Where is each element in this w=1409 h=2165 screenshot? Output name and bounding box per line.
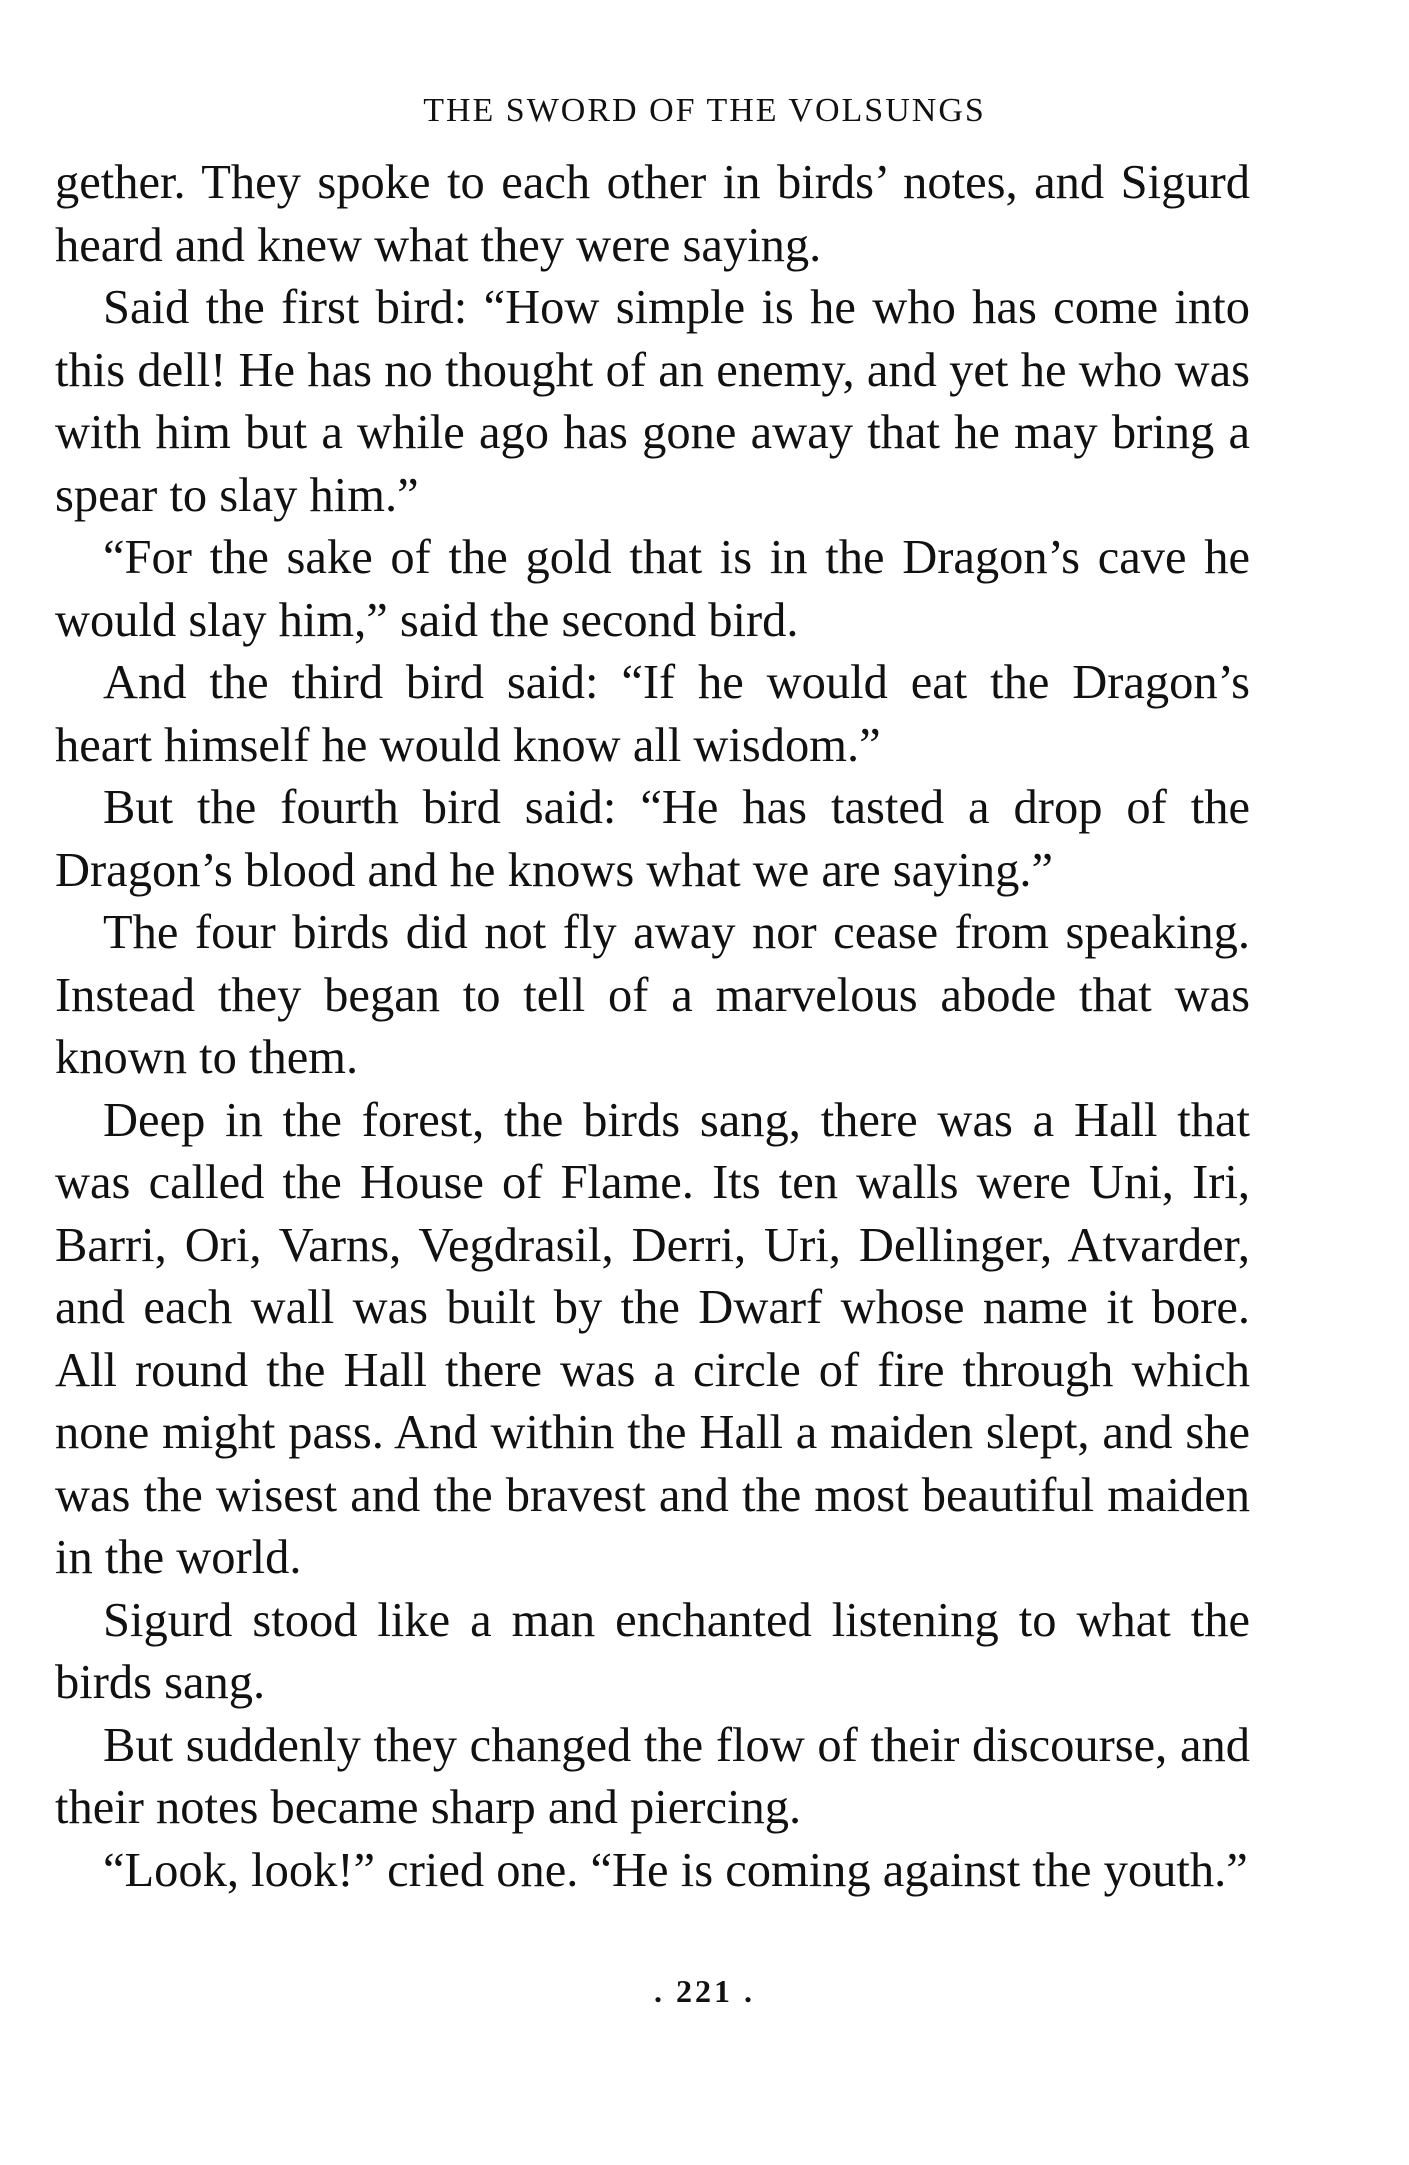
paragraph-2: Said the first bird: “How simple is he who has come into this dell! He has no thought of an enemy, and yet he who was with him but a while ago has gone away that he may bring a spear to slay him.” xyxy=(55,281,1250,522)
paragraph-1: gether. They spoke to each other in birds’ notes, and Sigurd heard and knew what they were saying. xyxy=(55,156,1250,272)
body-text xyxy=(55,152,1250,1902)
paragraph-9: But suddenly they changed the flow of their discourse, and their notes became sharp and piercing. xyxy=(55,1718,1250,1834)
paragraph-6: The four birds did not fly away nor cease from speaking. Instead they began to tell of a marvelous abode that was known to them. xyxy=(55,906,1250,1084)
running-head: THE SWORD OF THE VOLSUNGS xyxy=(423,92,986,129)
page-number: . 221 . xyxy=(654,1973,755,2009)
paragraph-8: Sigurd stood like a man enchanted listening to what the birds sang. xyxy=(55,1593,1250,1709)
paragraph-4: And the third bird said: “If he would eat the Dragon’s heart himself he would know all wisdom.” xyxy=(55,656,1250,772)
paragraph-5: But the fourth bird said: “He has tasted a drop of the Dragon’s blood and he knows what we are saying.” xyxy=(55,781,1250,897)
paragraph-10: “Look, look!” cried one. “He is coming against the youth.” xyxy=(103,1843,1248,1897)
paragraph-3: “For the sake of the gold that is in the Dragon’s cave he would slay him,” said the second bird. xyxy=(55,531,1250,647)
paragraph-7: Deep in the forest, the birds sang, there was a Hall that was called the House of Flame. Its ten walls were Uni, Iri, Barri, Ori, Varns, Vegdrasil, Derri, Uri, Dellinger, Atvarder, and each wall was built by the Dwarf whose name it bore. All round the Hall there was a circle of fire through which none might pass. And within the Hall a maiden slept, and she was the wisest and the bravest and the most beautiful maiden in the world. xyxy=(55,1093,1250,1584)
